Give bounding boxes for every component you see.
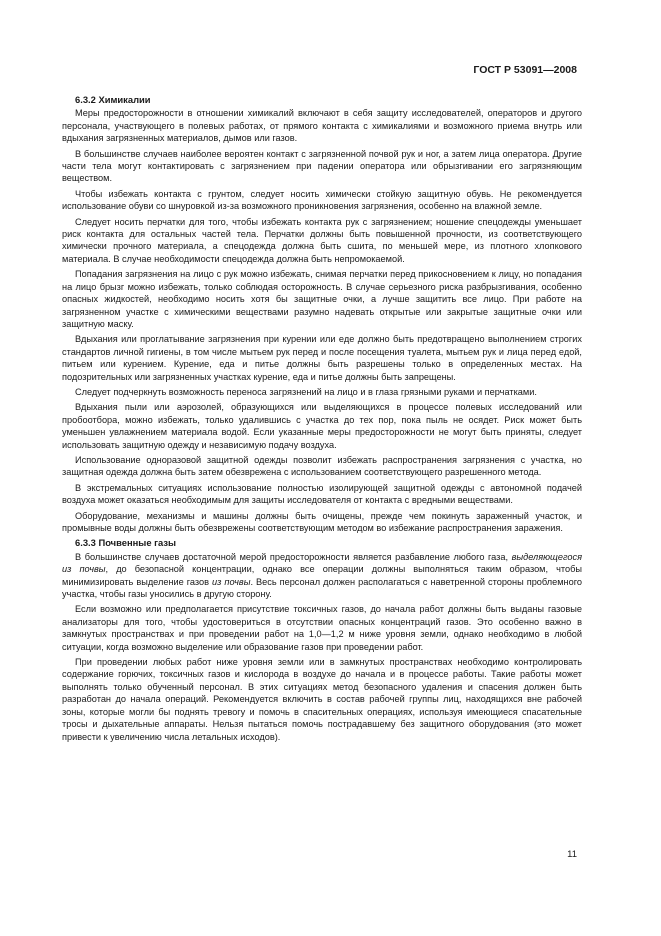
paragraph: Следует подчеркнуть возможность переноса загрязнений на лицо и в глаза грязными руками и перчатками. — [75, 386, 537, 397]
paragraph: Следует носить перчатки для того, чтобы избежать контакта рук с загрязнением; ношение спецодежды уменьшает риск контакта для остальных частей тела. Перчатки должны быть повышенной прочности, из соответствующего химически прочного материала, а спецодежда должна быть сшита, по меньшей мере, из плотного хлопкового материала. В случае необходимости спецодежда должна быть непромокаемой. — [62, 216, 582, 264]
document-header: ГОСТ Р 53091—2008 — [473, 64, 577, 76]
paragraph: Использование одноразовой защитной одежды позволит избежать распространения загрязнения с участка, но защитная одежда должна быть затем обезврежена с использованием соответствующего разрешенного метода. — [62, 454, 582, 478]
text-run: В большинстве случаев достаточной мерой предосторожности является разбавление любого газа, — [75, 551, 512, 562]
text-run: , до безопасной концентрации, однако все операции должны выполняться таким образом, чтобы минимизировать выделение газов — [62, 564, 583, 587]
paragraph: Чтобы избежать контакта с грунтом, следует носить химически стойкую защитную обувь. Не рекомендуется использование обуви со шнуровкой из-за возможного проникновения загрязнения, особенно на влажной земле. — [62, 188, 582, 212]
text-run: . Весь персонал должен располагаться с наветренной стороны проблемного участка, чтобы газы уносились в другую сторону. — [62, 576, 582, 600]
paragraph — [62, 551, 582, 601]
paragraph: В экстремальных ситуациях использование полностью изолирующей защитной одежды с автономной подачей воздуха может оказаться необходимым для защиты исследователя от контакта с вредными веществами. — [62, 482, 582, 506]
document-body — [62, 94, 582, 746]
paragraph: При проведении любых работ ниже уровня земли или в замкнутых пространствах необходимо контролировать содержание горючих, токсичных газов и кислорода в воздухе до начала и в процессе работы. Такие работы может выполнять только обученный персонал. В этих ситуациях метод безопасного удаления и спасения должен быть разработан до начала операций. Рекомендуется включить в состав рабочей группы лиц, находящихся вне рабочей зоны, которые могли бы поднять тревогу и помочь в спасительных операциях, используя имеющиеся спасательные тросы и дыхательные аппараты. Нельзя пытаться помочь пострадавшему без защитного оборудования (это может привести к увеличению числа летальных исходов). — [62, 657, 582, 742]
paragraph: Оборудование, механизмы и машины должны быть очищены, прежде чем покинуть зараженный участок, и промывные воды должны быть обезврежены соответствующим методом во избежание распространения заражения. — [62, 510, 582, 533]
paragraph: Вдыхания пыли или аэрозолей, образующихся или выделяющихся в процессе полевых исследований или пробоотбора, можно избежать, только удалившись с участка до тех пор, пока пыль не осядет. Риск может быть уменьшен увлажнением материала водой. Если указанные меры предосторожности не могут быть приняты, следует использовать защитную одежду и независимую подачу воздуха. — [62, 402, 582, 450]
italic-run: выделяющегося из почвы — [62, 551, 582, 575]
paragraph: Меры предосторожности в отношении химикалий включают в себя защиту исследователей, операторов и другого персонала, участвующего в полевых работах, от прямого контакта с химикалиями и возможного приема внутрь или вдыхания загрязненных материалов, дымов или газов. — [62, 108, 582, 144]
paragraph: Если возможно или предполагается присутствие токсичных газов, до начала работ должны быть выданы газовые анализаторы для того, чтобы удостовериться в отсутствии опасных концентраций газов. Это особенно важно в замкнутых пространствах и при проведении работ на 1,0—1,2 м ниже уровня земли, однако необходимо в любой ситуации, когда возможно выделение или образование газов при проведении работ. — [62, 604, 582, 652]
italic-run: из почвы — [212, 576, 251, 587]
section-heading-6-3-2: 6.3.2 Химикалии — [75, 94, 151, 105]
paragraph: Вдыхания или проглатывание загрязнения при курении или еде должно быть предотвращено выполнением строгих стандартов личной гигиены, в том числе мытьем рук перед и после посещения туалета, мытьем рук и лица перед едой, питьем или курением. Курение, еда и питье должны быть разрешены только в определенных местах. На подозрительных или загрязненных участках курение, еда и питье должны быть запрещены. — [62, 334, 582, 382]
page-number: 11 — [567, 849, 577, 860]
paragraph: В большинстве случаев наиболее вероятен контакт с загрязненной почвой рук и ног, а затем лица оператора. Другие части тела могут контактировать с загрязнением при падении оператора или обрызгивании его загрязняющим веществом. — [62, 148, 582, 184]
paragraph: Попадания загрязнения на лицо с рук можно избежать, снимая перчатки перед прикосновением к лицу, но попадания на лицо брызг можно избежать, только соблюдая осторожность. В случае серьезного риска разбрызгивания, особенно опасных жидкостей, необходимо носить хотя бы защитные очки, а лучше защитить все лицо. При работе на загрязненном участке с химическими веществами разумно надевать открытые или закрытые защитные очки или защитную маску. — [62, 269, 582, 329]
section-heading-6-3-3: 6.3.3 Почвенные газы — [75, 537, 177, 549]
